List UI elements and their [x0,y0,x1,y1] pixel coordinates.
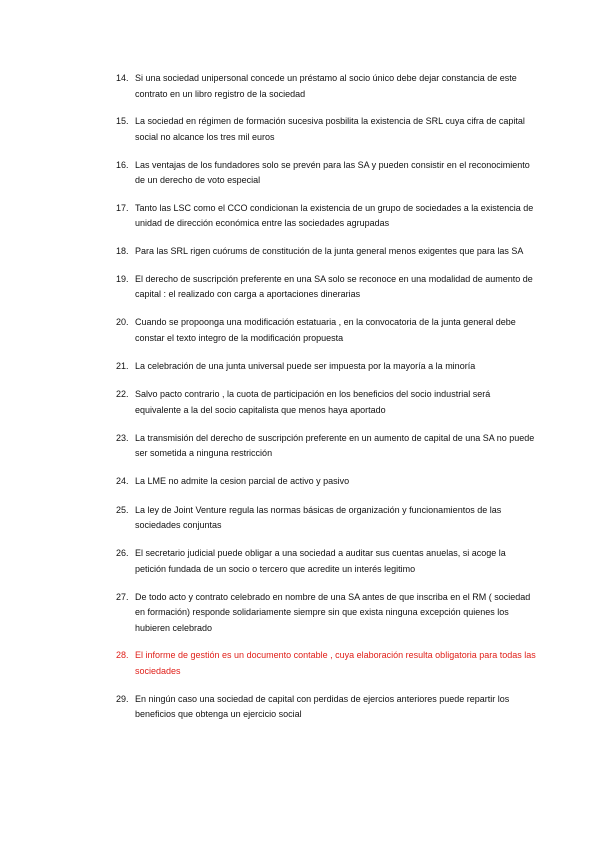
question-number: 19. [116,273,129,284]
question-text: La celebración de una junta universal puede ser impuesta por la mayoría a la minoría [135,360,476,371]
question-text: De todo acto y contrato celebrado en nombre de una SA antes de que inscriba en el RM ( sociedad en formación) responde solidariamente siempre sin que exista ninguna excepción quienes los hubieren celebrado [135,591,531,633]
question-item [116,71,536,102]
question-text: Si una sociedad unipersonal concede un préstamo al socio único debe dejar constancia de este contrato en un libro registro de la sociedad [135,73,517,99]
question-number: 17. [116,202,129,213]
question-item [116,387,536,418]
question-item [116,431,536,462]
question-item [116,474,536,490]
question-number: 27. [116,591,129,602]
question-number: 20. [116,317,129,328]
question-text: En ningún caso una sociedad de capital con perdidas de ejercios anteriores puede repartir los beneficios que obtenga un ejercicio social [135,693,510,720]
question-text: El informe de gestión es un documento contable , cuya elaboración resulta obligatoria para todas las sociedades [135,650,536,676]
question-text: Cuando se propoonga una modificación estatuaria , en la convocatoria de la junta general debe constar el texto integro de la modificación propuesta [135,317,516,343]
question-number: 29. [116,693,129,704]
question-text: La transmisión del derecho de suscripción preferente en un aumento de capital de una SA no puede ser sometida a ninguna restricción [135,432,535,459]
question-number: 24. [116,476,129,487]
question-list [116,71,536,735]
question-text: Tanto las LSC como el CCO condicionan la existencia de un grupo de sociedades a la existencia de unidad de dirección económica entre las sociedades agrupadas [135,202,534,229]
question-text: La ley de Joint Venture regula las normas básicas de organización y funcionamientos de las sociedades conjuntas [135,504,502,531]
question-text: Las ventajas de los fundadores solo se prevén para las SA y pueden consistir en el reconocimiento de un derecho de voto especial [135,159,530,186]
question-item [116,503,536,534]
question-item [116,201,536,232]
question-number: 26. [116,548,129,559]
question-text: Salvo pacto contrario , la cuota de participación en los beneficios del socio industrial será equivalente a la del socio capitalista que menos haya aportado [135,389,491,415]
question-number: 14. [116,73,129,83]
question-item [116,244,536,260]
question-item [116,114,536,145]
question-item [116,692,536,723]
question-text: El secretario judicial puede obligar a una sociedad a auditar sus cuentas anuelas, si acoge la petición fundada de un socio o tercero que acredite un interés legitimo [135,548,506,574]
question-item [116,590,536,637]
question-number: 15. [116,116,129,127]
question-text: Para las SRL rigen cuórums de constitución de la junta general menos exigentes que para las SA [135,246,524,257]
question-number: 18. [116,246,129,257]
question-text: La sociedad en régimen de formación sucesiva posbilita la existencia de SRL cuya cifra de capital social no alcance los tres mil euros [135,116,525,142]
question-item [116,158,536,189]
question-number: 25. [116,504,129,515]
question-number: 28. [116,650,129,661]
question-item [116,359,536,375]
question-number: 23. [116,432,129,443]
question-item-highlighted [116,648,536,679]
question-number: 22. [116,389,129,400]
question-item [116,546,536,577]
question-text: El derecho de suscripción preferente en una SA solo se reconoce en una modalidad de aumento de capital : el realizado con carga a aportaciones dinerarias [135,273,533,300]
question-item [116,272,536,303]
question-item [116,315,536,346]
question-number: 16. [116,159,129,170]
question-text: La LME no admite la cesion parcial de activo y pasivo [135,476,350,487]
question-number: 21. [116,360,129,371]
